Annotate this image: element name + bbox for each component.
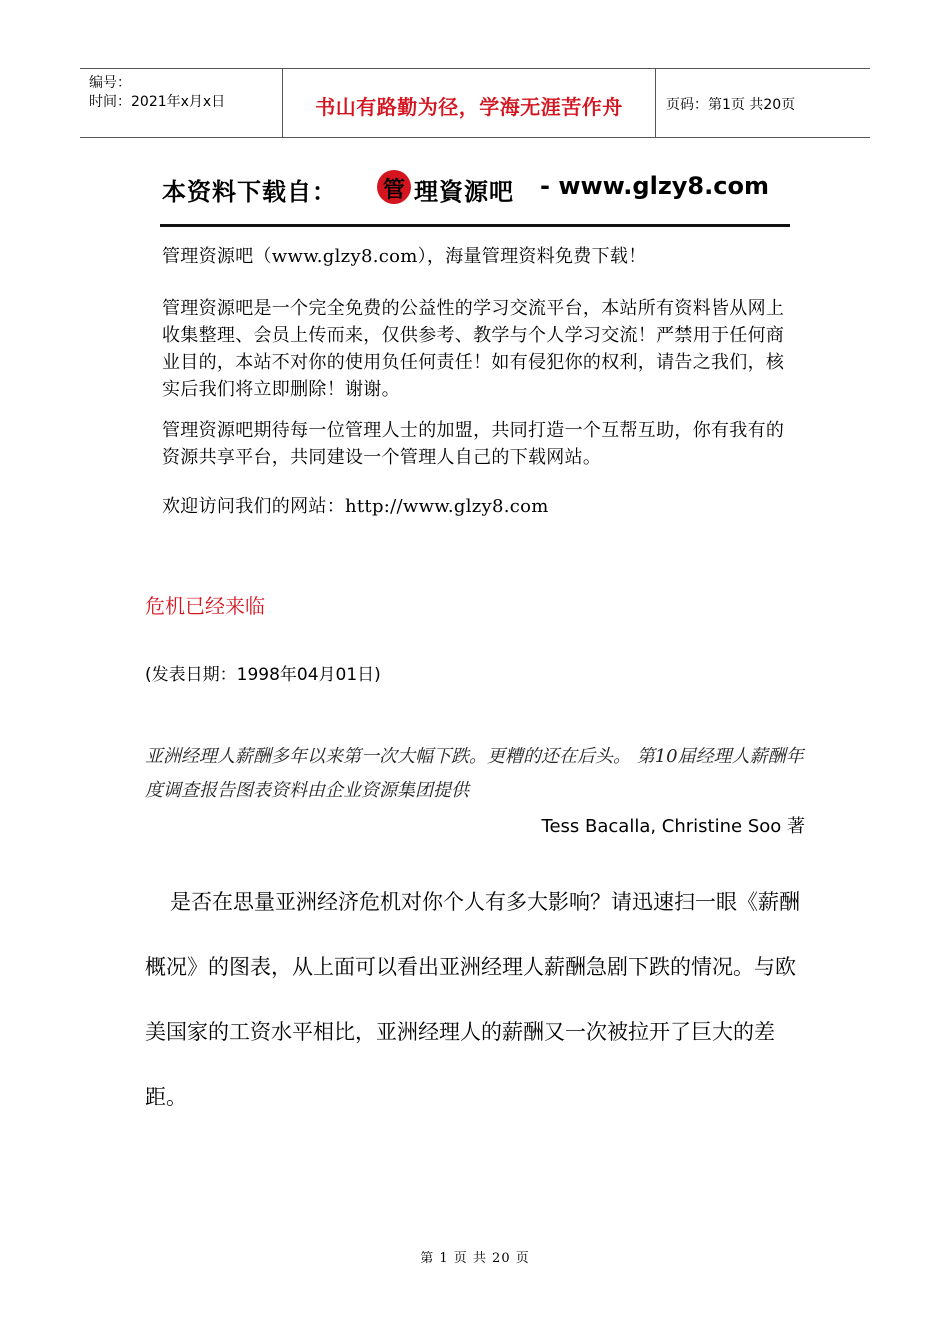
site-logo-icon	[377, 170, 411, 204]
notice-paragraph-3: 管理资源吧期待每一位管理人士的加盟，共同打造一个互帮互助，你有我有的资源共享平台，共同建设一个管理人自己的下载网站。	[162, 420, 785, 468]
header-table	[80, 68, 870, 138]
number-label: 编号：	[89, 75, 131, 91]
banner-divider	[160, 224, 790, 227]
article-body	[145, 870, 810, 1130]
article-title: 危机已经来临	[145, 594, 265, 618]
header-page-cell	[656, 69, 870, 137]
download-banner	[160, 168, 790, 232]
banner-url[interactable]: - www.glzy8.com	[540, 172, 769, 200]
notice-line-1: 管理资源吧（www.glzy8.com），海量管理资料免费下载！	[162, 246, 647, 267]
publish-date: (发表日期：1998年04月01日)	[145, 665, 381, 685]
notice-paragraph-2: 管理资源吧是一个完全免费的公益性的学习交流平台，本站所有资料皆从网上收集整理、会员上传而来，仅供参考、教学与个人学习交流！严禁用于任何商业目的，本站不对你的使用负任何责任！如有侵犯你的权利，请告之我们，核实后我们将立即删除！谢谢。	[162, 298, 785, 400]
body-paragraph: 是否在思量亚洲经济危机对你个人有多大影响？请迅速扫一眼《薪酬概况》的图表，从上面可以看出亚洲经理人薪酬急剧下跌的情况。与欧美国家的工资水平相比，亚洲经理人的薪酬又一次被拉开了巨大的差距。	[145, 890, 800, 1109]
page-footer: 第 1 页 共 20 页	[420, 1251, 530, 1266]
header-motto-cell	[283, 69, 656, 137]
banner-site-name: 理資源吧	[414, 178, 514, 206]
motto: 书山有路勤为径，学海无涯苦作舟	[315, 95, 623, 119]
notice-website-line[interactable]: 欢迎访问我们的网站：http://www.glzy8.com	[162, 496, 549, 517]
banner-title: 本资料下载自：	[162, 178, 337, 206]
logo-char: 管	[382, 178, 405, 203]
page-info: 页码：第1页 共20页	[666, 97, 796, 113]
article-subtitle: 亚洲经理人薪酬多年以来第一次大幅下跌。更糟的还在后头。 第10届经理人薪酬年度调查报告图表资料由企业资源集团提供	[145, 746, 804, 801]
header-info-cell	[80, 69, 283, 137]
article-authors: Tess Bacalla, Christine Soo 著	[541, 816, 805, 837]
date-label: 时间：2021年x月x日	[89, 94, 226, 110]
